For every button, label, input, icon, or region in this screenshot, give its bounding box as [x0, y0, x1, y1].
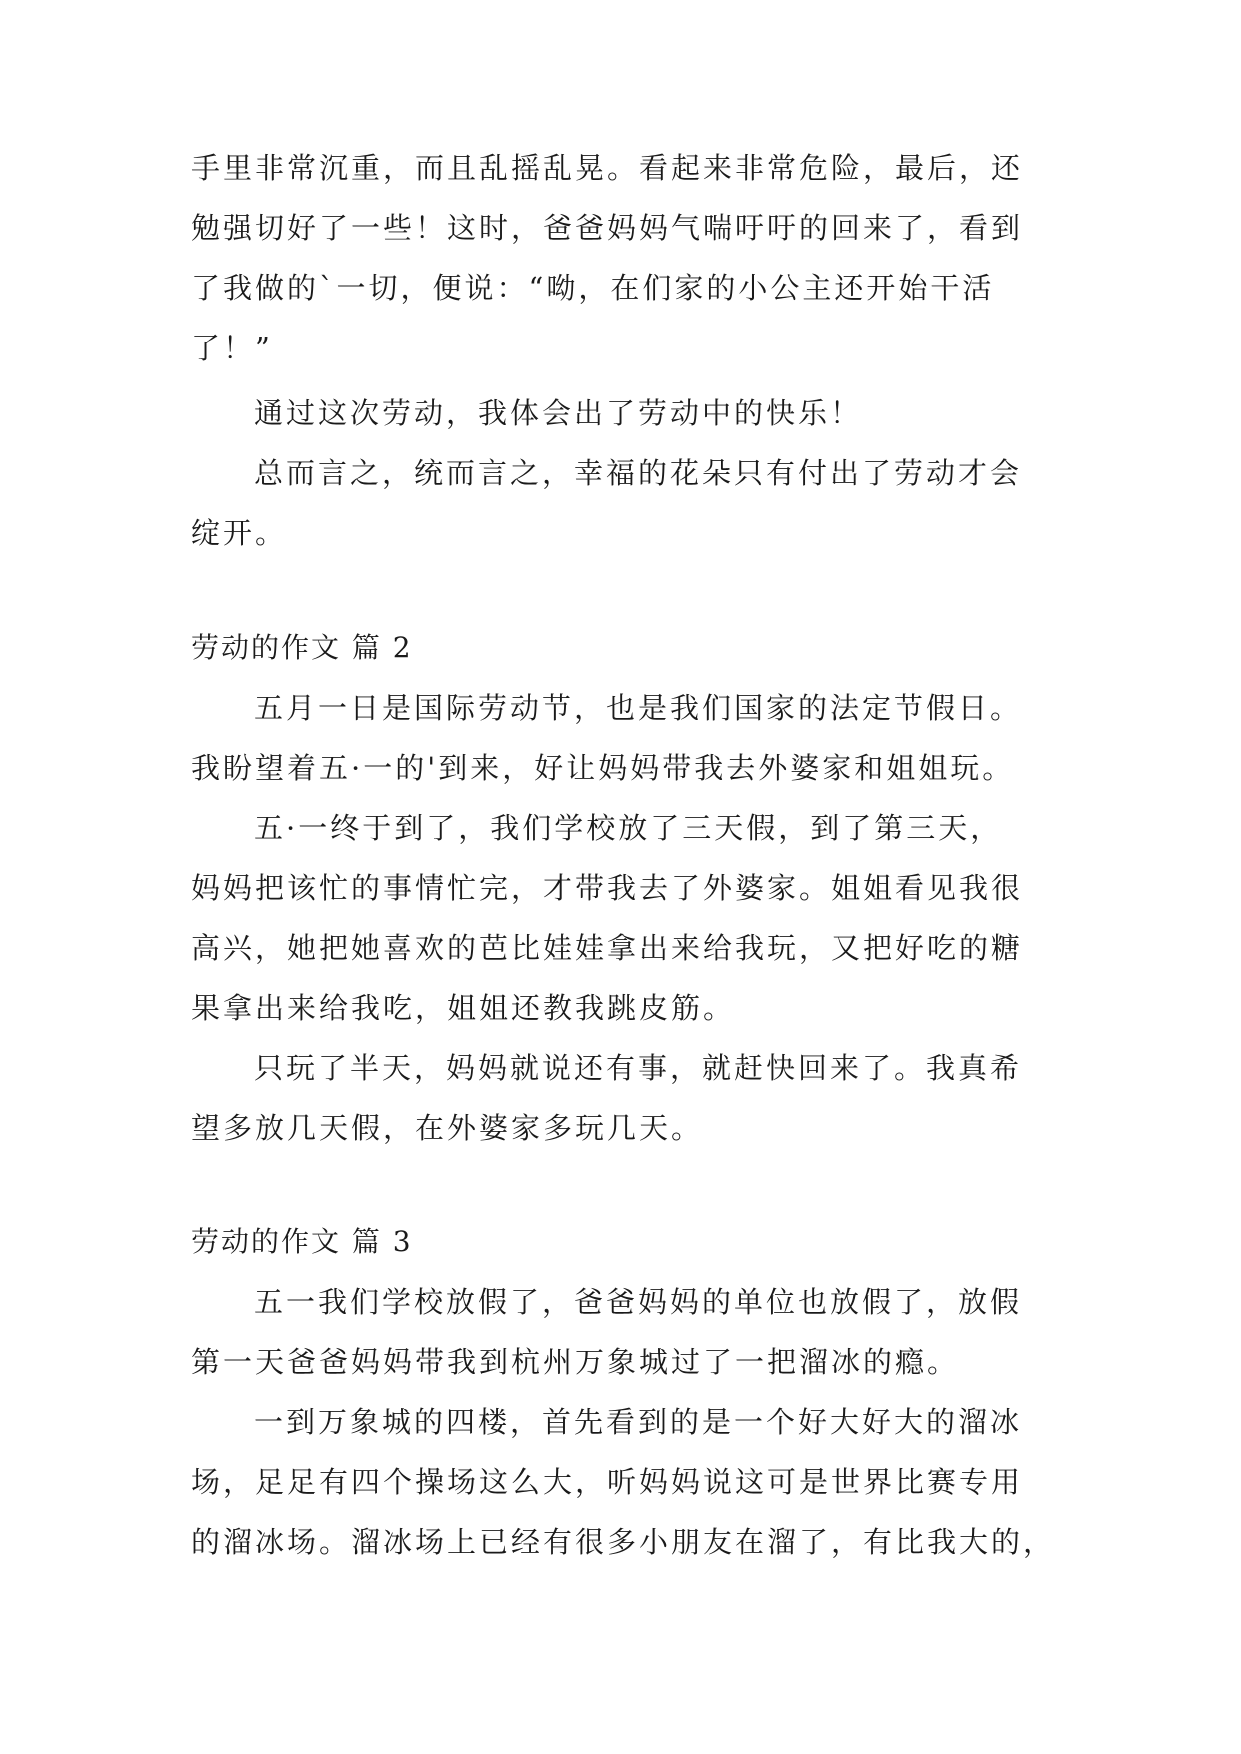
- paragraph-first-line: 五月一日是国际劳动节，也是我们国家的法定节假日。: [254, 691, 1023, 725]
- text-line: 高兴，她把她喜欢的芭比娃娃拿出来给我玩，又把好吃的糖: [191, 931, 1024, 965]
- text-line: 手里非常沉重，而且乱摇乱晃。看起来非常危险，最后，还: [191, 151, 1024, 185]
- text-line: 妈妈把该忙的事情忙完，才带我去了外婆家。姐姐看见我很: [191, 871, 1024, 905]
- text-line: 的溜冰场。溜冰场上已经有很多小朋友在溜了，有比我大的，: [191, 1525, 1056, 1559]
- paragraph-first-line: 通过这次劳动，我体会出了劳动中的快乐！: [254, 396, 863, 430]
- text-line: 了！”: [191, 331, 273, 365]
- paragraph-first-line: 五一我们学校放假了，爸爸妈妈的单位也放假了，放假: [254, 1285, 1023, 1319]
- text-line: 我盼望着五·一的'到来，好让妈妈带我去外婆家和姐姐玩。: [191, 751, 1015, 785]
- section-heading: 劳动的作文 篇 2: [191, 631, 413, 664]
- paragraph-first-line: 一到万象城的四楼，首先看到的是一个好大好大的溜冰: [254, 1405, 1023, 1439]
- text-line: 场，足足有四个操场这么大，听妈妈说这可是世界比赛专用: [191, 1465, 1024, 1499]
- text-line: 勉强切好了一些！这时，爸爸妈妈气喘吁吁的回来了，看到: [191, 211, 1024, 245]
- text-line: 第一天爸爸妈妈带我到杭州万象城过了一把溜冰的瘾。: [191, 1345, 960, 1379]
- section-heading: 劳动的作文 篇 3: [191, 1225, 413, 1258]
- paragraph-first-line: 五·一终于到了，我们学校放了三天假，到了第三天，: [254, 811, 1003, 845]
- paragraph-first-line: 只玩了半天，妈妈就说还有事，就赶快回来了。我真希: [254, 1051, 1023, 1085]
- text-line: 果拿出来给我吃，姐姐还教我跳皮筋。: [191, 991, 736, 1025]
- text-line: 绽开。: [191, 516, 288, 550]
- text-line: 望多放几天假，在外婆家多玩几天。: [191, 1111, 704, 1145]
- paragraph-first-line: 总而言之，统而言之，幸福的花朵只有付出了劳动才会: [254, 456, 1023, 490]
- text-line: 了我做的`一切，便说：“呦，在们家的小公主还开始干活: [191, 271, 995, 305]
